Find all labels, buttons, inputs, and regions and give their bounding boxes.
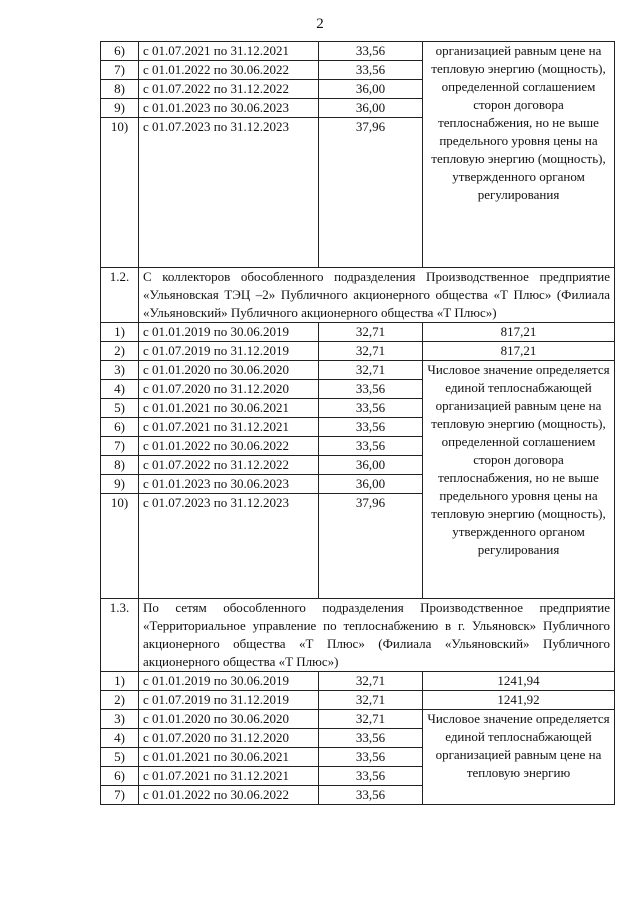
value-cell: 33,56 bbox=[319, 380, 423, 399]
period-cell: с 01.07.2020 по 31.12.2020 bbox=[139, 380, 319, 399]
value-cell: 33,56 bbox=[319, 748, 423, 767]
value-cell: 33,56 bbox=[319, 42, 423, 61]
row-number: 6) bbox=[101, 767, 139, 786]
period-cell: с 01.07.2019 по 31.12.2019 bbox=[139, 342, 319, 361]
period-cell: с 01.07.2021 по 31.12.2021 bbox=[139, 767, 319, 786]
value-cell: 33,56 bbox=[319, 418, 423, 437]
section-number: 1.3. bbox=[101, 599, 139, 672]
period-cell: с 01.01.2021 по 30.06.2021 bbox=[139, 748, 319, 767]
value-cell: 36,00 bbox=[319, 456, 423, 475]
period-cell: с 01.01.2023 по 30.06.2023 bbox=[139, 99, 319, 118]
period-cell: с 01.01.2021 по 30.06.2021 bbox=[139, 399, 319, 418]
period-cell: с 01.01.2022 по 30.06.2022 bbox=[139, 61, 319, 80]
value-cell: 36,00 bbox=[319, 475, 423, 494]
value-cell: 33,56 bbox=[319, 437, 423, 456]
tariff-table bbox=[100, 41, 615, 805]
value-cell: 32,71 bbox=[319, 672, 423, 691]
note-cell: Числовое значение определяется единой теплоснабжающей организацией равным цене на тепловую энергию bbox=[423, 710, 615, 805]
row-number: 3) bbox=[101, 361, 139, 380]
row-number: 8) bbox=[101, 456, 139, 475]
note-cell: организацией равным цене на тепловую энергию (мощность), определенной соглашением сторон договора теплоснабжения, но не выше предельного уровня цены на тепловую энергию (мощность), утвержденного органом регулирования bbox=[423, 42, 615, 268]
value-cell: 33,56 bbox=[319, 767, 423, 786]
row-number: 5) bbox=[101, 399, 139, 418]
period-cell: с 01.07.2022 по 31.12.2022 bbox=[139, 456, 319, 475]
period-cell: с 01.07.2020 по 31.12.2020 bbox=[139, 729, 319, 748]
row-number: 3) bbox=[101, 710, 139, 729]
period-cell: с 01.01.2020 по 30.06.2020 bbox=[139, 361, 319, 380]
value-cell: 36,00 bbox=[319, 80, 423, 99]
period-cell: с 01.07.2023 по 31.12.2023 bbox=[139, 118, 319, 268]
table-row bbox=[101, 672, 615, 691]
period-cell: с 01.01.2022 по 30.06.2022 bbox=[139, 437, 319, 456]
row-number: 2) bbox=[101, 691, 139, 710]
row-number: 10) bbox=[101, 118, 139, 268]
period-cell: с 01.01.2020 по 30.06.2020 bbox=[139, 710, 319, 729]
period-cell: с 01.07.2019 по 31.12.2019 bbox=[139, 691, 319, 710]
extra-value-cell: 1241,94 bbox=[423, 672, 615, 691]
row-number: 5) bbox=[101, 748, 139, 767]
value-cell: 33,56 bbox=[319, 786, 423, 805]
value-cell: 33,56 bbox=[319, 61, 423, 80]
period-cell: с 01.07.2023 по 31.12.2023 bbox=[139, 494, 319, 599]
row-number: 6) bbox=[101, 42, 139, 61]
period-cell: с 01.07.2021 по 31.12.2021 bbox=[139, 42, 319, 61]
period-cell: с 01.01.2022 по 30.06.2022 bbox=[139, 786, 319, 805]
period-cell: с 01.07.2021 по 31.12.2021 bbox=[139, 418, 319, 437]
period-cell: с 01.01.2019 по 30.06.2019 bbox=[139, 672, 319, 691]
row-number: 6) bbox=[101, 418, 139, 437]
table-row bbox=[101, 342, 615, 361]
row-number: 4) bbox=[101, 380, 139, 399]
section-title: С коллекторов обособленного подразделения Производственное предприятие «Ульяновская ТЭЦ –2» Публичного акционерного общества «Т Плюс» (Филиала «Ульяновский» Публичного акционерного общества «Т Плюс») bbox=[139, 268, 615, 323]
period-cell: с 01.07.2022 по 31.12.2022 bbox=[139, 80, 319, 99]
row-number: 1) bbox=[101, 672, 139, 691]
row-number: 7) bbox=[101, 786, 139, 805]
value-cell: 33,56 bbox=[319, 729, 423, 748]
value-cell: 32,71 bbox=[319, 691, 423, 710]
note-cell: Числовое значение определяется единой теплоснабжающей организацией равным цене на тепловую энергию (мощность), определенной соглашением сторон договора теплоснабжения, но не выше предельного уровня цены на тепловую энергию (мощность), утвержденного органом регулирования bbox=[423, 361, 615, 599]
section-number: 1.2. bbox=[101, 268, 139, 323]
section-header-row bbox=[101, 599, 615, 672]
table-row bbox=[101, 691, 615, 710]
extra-value-cell: 1241,92 bbox=[423, 691, 615, 710]
row-number: 4) bbox=[101, 729, 139, 748]
row-number: 8) bbox=[101, 80, 139, 99]
period-cell: с 01.01.2019 по 30.06.2019 bbox=[139, 323, 319, 342]
extra-value-cell: 817,21 bbox=[423, 323, 615, 342]
value-cell: 32,71 bbox=[319, 342, 423, 361]
row-number: 2) bbox=[101, 342, 139, 361]
value-cell: 37,96 bbox=[319, 494, 423, 599]
row-number: 7) bbox=[101, 61, 139, 80]
section-title: По сетям обособленного подразделения Производственное предприятие «Территориальное управление по теплоснабжению в г. Ульяновск» Публичного акционерного общества «Т Плюс» (Филиала «Ульяновский» Публичного акционерного общества «Т Плюс») bbox=[139, 599, 615, 672]
period-cell: с 01.01.2023 по 30.06.2023 bbox=[139, 475, 319, 494]
value-cell: 32,71 bbox=[319, 361, 423, 380]
value-cell: 32,71 bbox=[319, 323, 423, 342]
value-cell: 36,00 bbox=[319, 99, 423, 118]
value-cell: 37,96 bbox=[319, 118, 423, 268]
row-number: 9) bbox=[101, 475, 139, 494]
extra-value-cell: 817,21 bbox=[423, 342, 615, 361]
row-number: 1) bbox=[101, 323, 139, 342]
value-cell: 32,71 bbox=[319, 710, 423, 729]
row-number: 7) bbox=[101, 437, 139, 456]
section-header-row bbox=[101, 268, 615, 323]
page-number: 2 bbox=[316, 16, 324, 32]
value-cell: 33,56 bbox=[319, 399, 423, 418]
table-row bbox=[101, 361, 615, 380]
table-row bbox=[101, 323, 615, 342]
table-row bbox=[101, 710, 615, 729]
row-number: 10) bbox=[101, 494, 139, 599]
row-number: 9) bbox=[101, 99, 139, 118]
table-row bbox=[101, 42, 615, 61]
